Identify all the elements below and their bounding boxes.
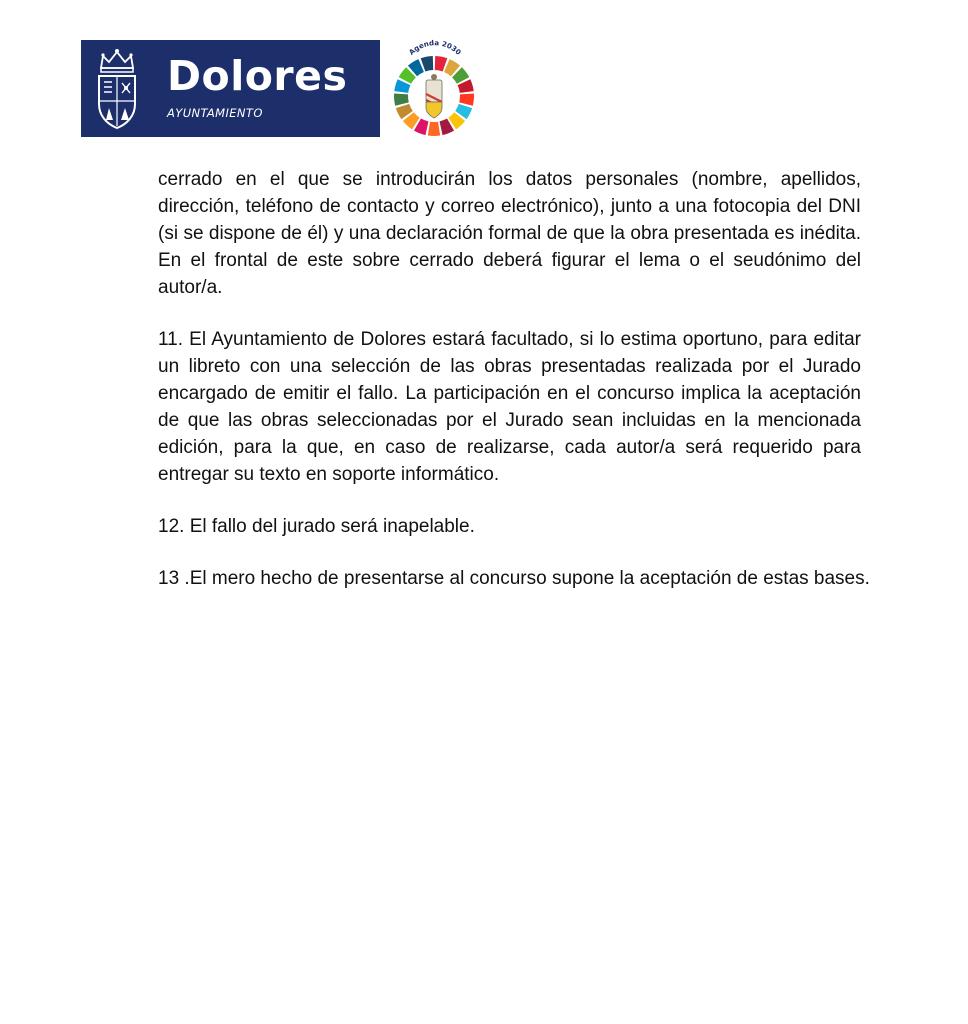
paragraph-personal-data: cerrado en el que se introducirán los datos personales (nombre, apellidos, dirección, teléfono de contacto y correo electrónico), junto a una fotocopia del DNI (si se dispone de él) y una declaración formal de que la obra presentada es inédita. En el frontal de este sobre cerrado deberá figurar el lema o el seudónimo del autor/a. [158,169,861,298]
document-body [158,166,870,617]
sdg-wheel-segment [459,94,474,106]
paragraph-rule-13: 13 .El mero hecho de presentarse al concurso supone la aceptación de estas bases. [158,568,870,589]
brand-title: Dolores [167,52,348,100]
brand-subtitle: AYUNTAMIENTO [167,106,263,120]
agenda-label: Agenda 2030 [407,39,463,57]
agenda-2030-sdg-wheel-icon [382,38,486,142]
sdg-wheel-segment [394,94,409,106]
svg-text:Agenda 2030 [408,39,463,57]
paragraph-rule-11: 11. El Ayuntamiento de Dolores estará facultado, si lo estima oportuno, para editar un libreto con una selección de las obras presentadas realizada por el Jurado encargado de emitir el fallo. La participación en el concurso implica la aceptación de que las obras seleccionadas por el Jurado sean incluidas en la mencionada edición, para la que, en caso de realizarse, cada autor/a será requerido para entregar su texto en soporte informático. [158,329,861,485]
sdg-wheel-segment [428,122,440,136]
paragraph-rule-12: 12. El fallo del jurado será inapelable. [158,516,475,537]
dolores-banner [81,40,380,137]
coat-of-arms-icon [93,46,141,132]
